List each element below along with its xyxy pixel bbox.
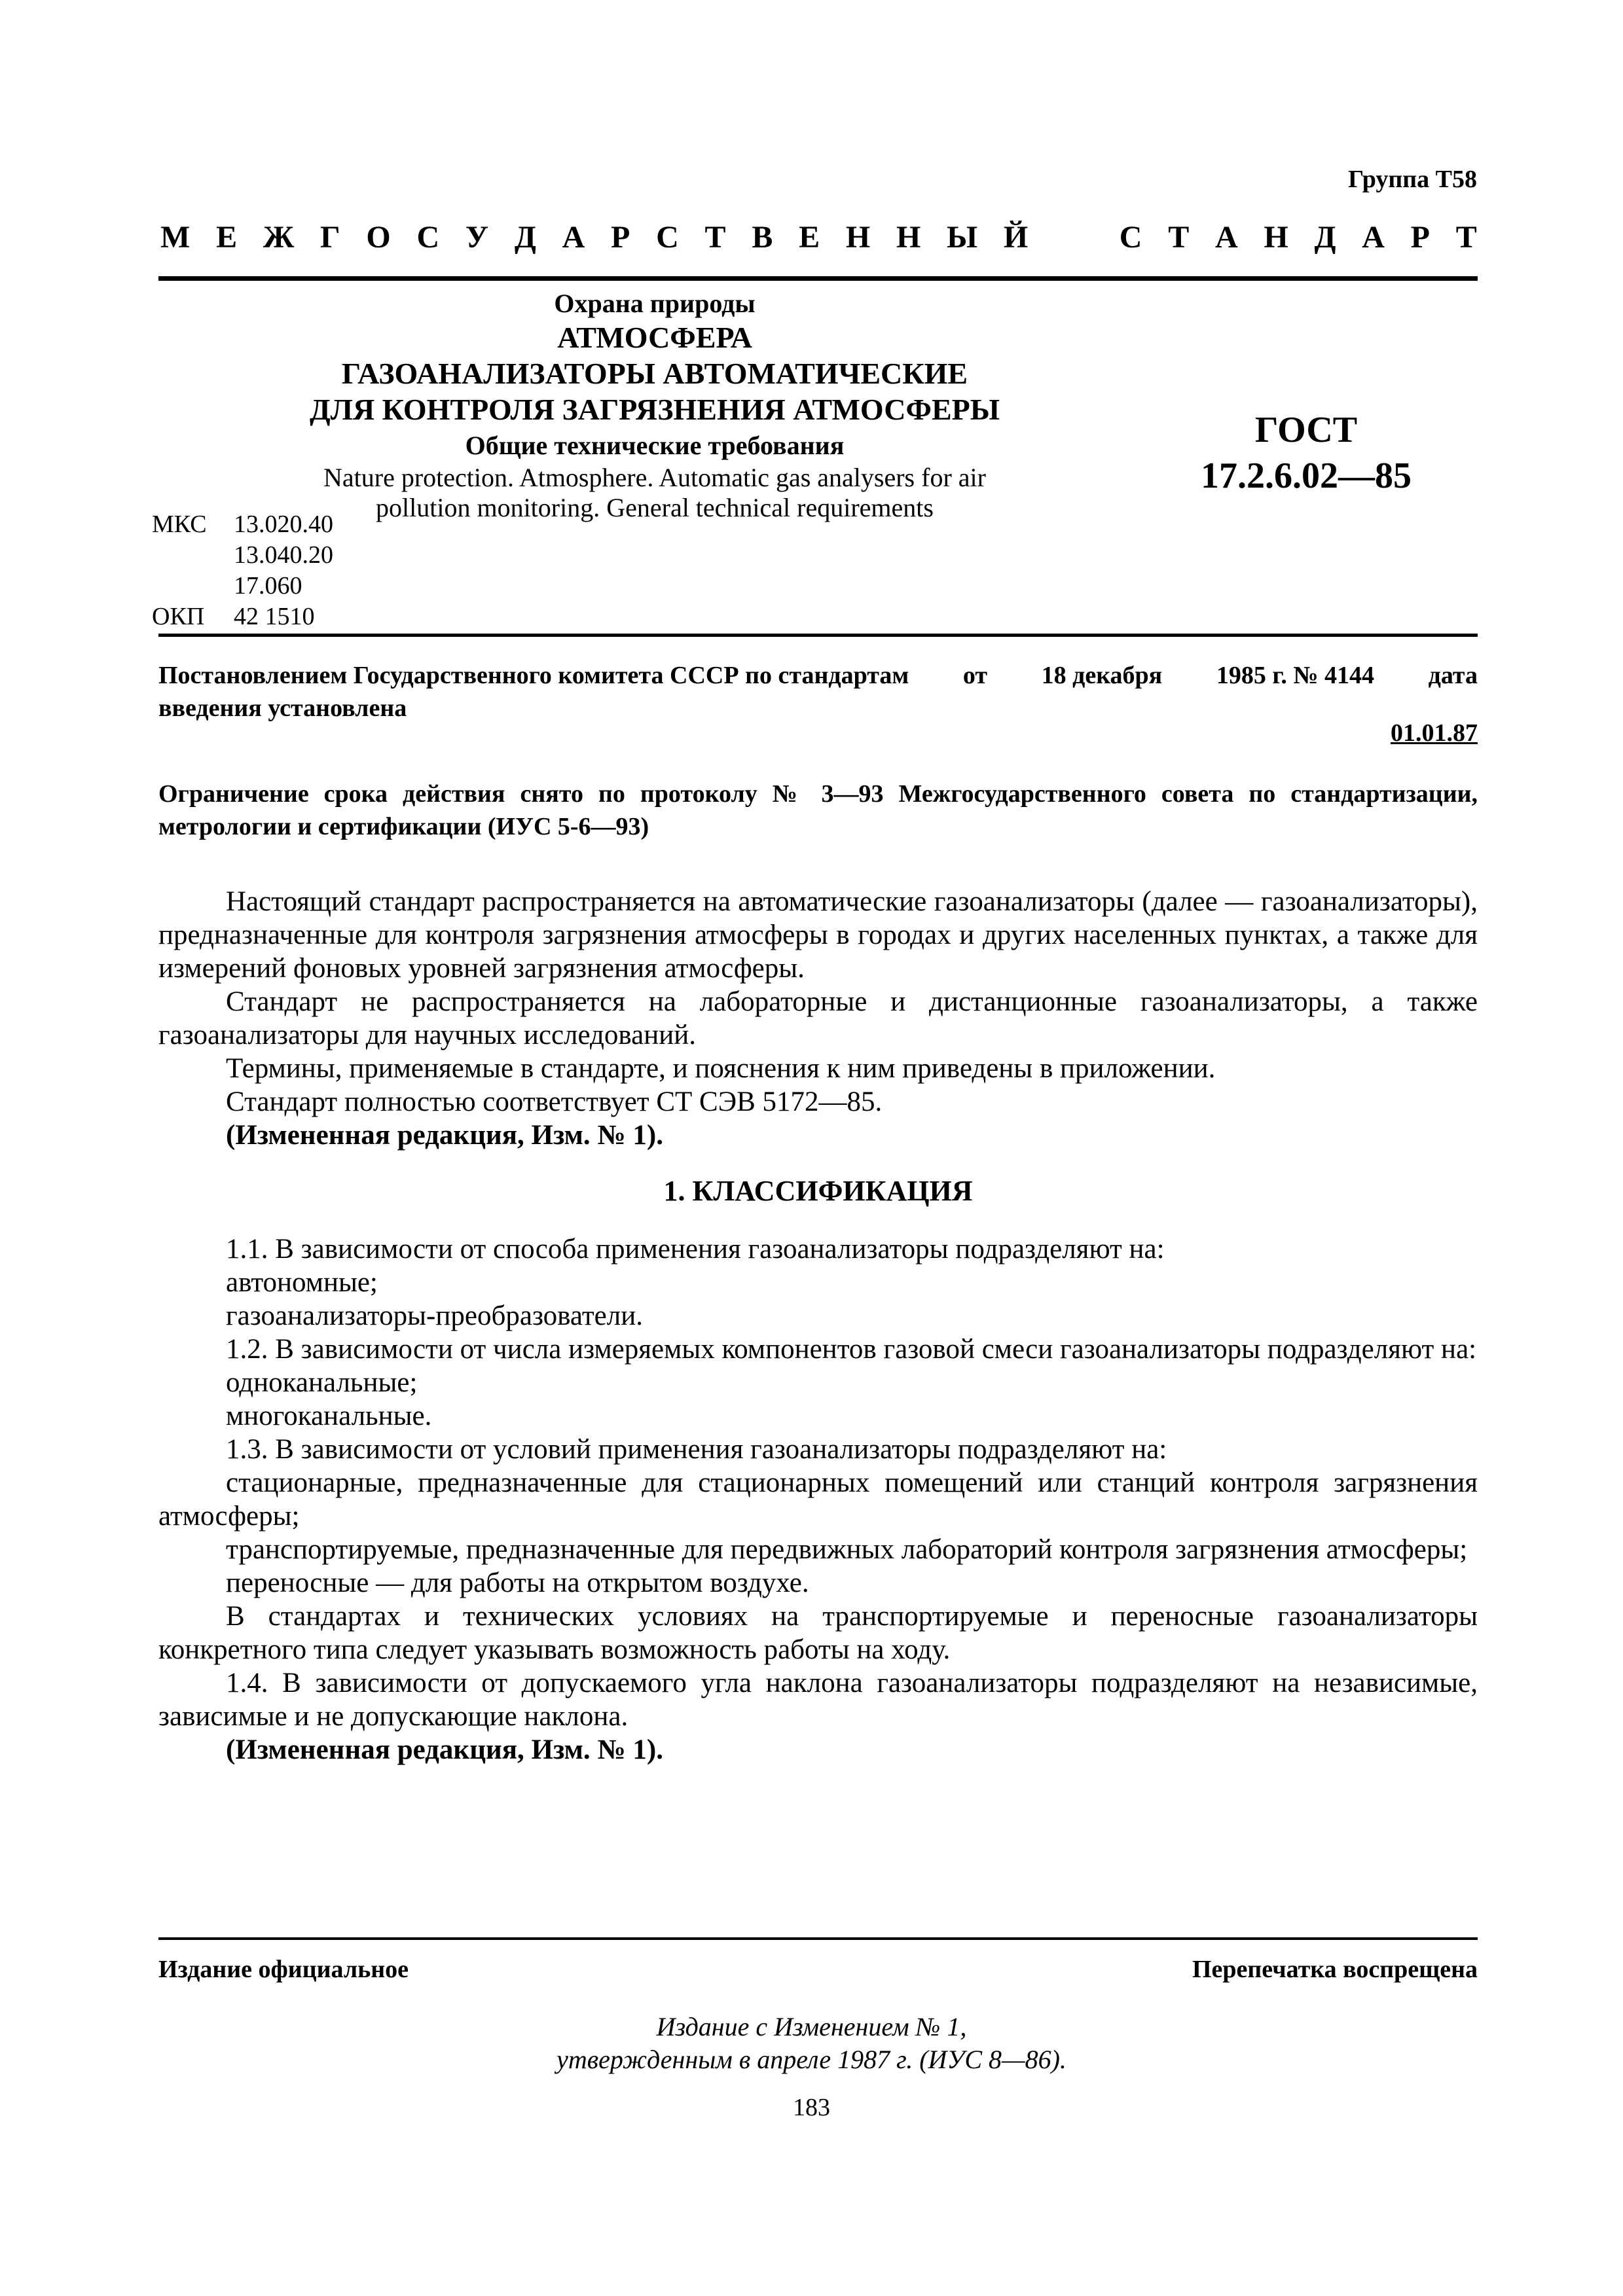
heading-gap [1054, 219, 1093, 255]
page-number: 183 [793, 2094, 830, 2121]
okp-code: 42 1510 [234, 603, 315, 630]
limitation-note: Ограничение срока действия снято по протоколу № 3—93 Межгосударственного совета по стандартизации, метрологии и сертификации (ИУС 5-6—93) [158, 780, 1478, 840]
heading-letter: Ж [263, 220, 295, 255]
title-line-4: ДЛЯ КОНТРОЛЯ ЗАГРЯЗНЕНИЯ АТМОСФЕРЫ [310, 393, 1000, 426]
intro-paragraph-1: Настоящий стандарт распространяется на автоматические газоанализаторы (далее — газоанализаторы), предназначенные для контроля загрязнения атмосферы в городах и других населенных пунктах, а также для измерений фоновых уровней загрязнения атмосферы. [158, 886, 1478, 984]
title-line-2: АТМОСФЕРА [557, 321, 752, 354]
clause-1-4: 1.4. В зависимости от допускаемого угла наклона газоанализаторы подразделяют на независимые, зависимые и не допускающие наклона. [158, 1668, 1478, 1732]
mks-code-2: 13.040.20 [234, 541, 333, 569]
clause-1-2: 1.2. В зависимости от числа измеряемых компонентов газовой смеси газоанализаторы подразделяют на: [226, 1334, 1477, 1365]
clause-item: многоканальные. [226, 1401, 432, 1431]
heading-letter: Р [1410, 220, 1430, 255]
introduction-date: 01.01.87 [1391, 719, 1478, 747]
clause-note: В стандартах и технических условиях на транспортируемые и переносные газоанализаторы конкретного типа следует указывать возможность работы на ходу. [158, 1601, 1478, 1665]
mks-code-1: 13.020.40 [234, 511, 333, 538]
heading-letter: Д [514, 220, 536, 255]
title-line-3: ГАЗОАНАЛИЗАТОРЫ АВТОМАТИЧЕСКИЕ [341, 357, 968, 390]
heading-letter: Т [704, 220, 726, 255]
amendment-note-2: (Измененная редакция, Изм. № 1). [226, 1734, 663, 1765]
intro-paragraph-4: Стандарт полностью соответствует СТ СЭВ 5172—85. [226, 1086, 883, 1117]
heading-letter: В [752, 220, 773, 255]
clause-item: стационарные, предназначенные для стационарных помещений или станций контроля загрязнения атмосферы; [158, 1467, 1478, 1532]
top-rule [158, 276, 1478, 281]
official-edition: Издание официальное [158, 1956, 409, 1983]
section-heading: 1. КЛАССИФИКАЦИЯ [663, 1175, 973, 1207]
gost-designation [1152, 407, 1460, 499]
footer-rule [158, 1937, 1478, 1940]
english-title-1: Nature protection. Atmosphere. Automatic gas analysers for air [323, 463, 986, 492]
classification-codes [152, 509, 333, 632]
heading-letter: С [416, 220, 440, 255]
decree-date: 18 декабря [1041, 662, 1163, 689]
mks-code-3: 17.060 [234, 572, 302, 600]
title-line-1: Охрана природы [554, 289, 756, 318]
clause-item: автономные; [226, 1267, 378, 1298]
interstate-standard-heading [160, 219, 1477, 255]
heading-letter: А [1214, 220, 1238, 255]
heading-letter: А [1362, 220, 1385, 255]
mks-label: МКС [152, 511, 207, 538]
decree-number: 1985 г. № 4144 [1216, 662, 1374, 689]
heading-letter: Д [1314, 220, 1336, 255]
gost-label: ГОСТ [1254, 410, 1358, 450]
title-block [262, 288, 1048, 523]
decree-text-e: дата [1428, 662, 1478, 689]
clause-item: транспортируемые, предназначенные для передвижных лабораторий контроля загрязнения атмосферы; [226, 1534, 1468, 1565]
decree-text-b: от [962, 662, 988, 689]
group-code: Группа Т58 [1347, 166, 1477, 193]
clause-item: переносные — для работы на открытом воздухе. [226, 1568, 809, 1598]
clause-1-3: 1.3. В зависимости от условий применения газоанализаторы подразделяют на: [226, 1434, 1167, 1465]
gost-number: 17.2.6.02—85 [1201, 456, 1412, 496]
heading-letter: Г [320, 220, 340, 255]
heading-letter: А [562, 220, 585, 255]
intro-paragraph-2: Стандарт не распространяется на лабораторные и дистанционные газоанализаторы, а также газоанализаторы для научных исследований. [158, 986, 1478, 1050]
edition-line-2: утвержденным в апреле 1987 г. (ИУС 8—86). [556, 2045, 1067, 2074]
heading-letter: О [366, 220, 391, 255]
main-text [158, 885, 1478, 1767]
clause-item: одноканальные; [226, 1367, 418, 1398]
heading-letter: Н [1264, 220, 1288, 255]
okp-label: ОКП [152, 603, 205, 630]
heading-letter: Ы [947, 220, 978, 255]
english-title-2: pollution monitoring. General technical requirements [376, 493, 934, 522]
heading-letter: Т [1168, 220, 1190, 255]
middle-rule [158, 634, 1478, 637]
heading-letter: М [160, 220, 191, 255]
heading-letter: Н [896, 220, 921, 255]
heading-letter: С [656, 220, 679, 255]
heading-letter: С [1119, 220, 1142, 255]
clause-1-1: 1.1. В зависимости от способа применения газоанализаторы подразделяют на: [226, 1234, 1165, 1265]
title-line-5: Общие технические требования [465, 431, 845, 460]
heading-letter: Т [1455, 220, 1477, 255]
edition-note [0, 2011, 1623, 2076]
heading-letter: Е [216, 220, 238, 255]
heading-letter: Е [799, 220, 820, 255]
amendment-note-1: (Измененная редакция, Изм. № 1). [226, 1120, 663, 1151]
reprint-prohibited: Перепечатка воспрещена [1192, 1956, 1478, 1983]
edition-line-1: Издание с Изменением № 1, [656, 2012, 967, 2041]
heading-letter: Р [611, 220, 630, 255]
heading-letter: Й [1003, 220, 1029, 255]
decree-text-a: Постановлением Государственного комитета СССР по стандартам [158, 662, 909, 689]
clause-item: газоанализаторы-преобразователи. [226, 1300, 643, 1331]
heading-letter: У [465, 220, 489, 255]
decree-line-2: введения установлена [158, 694, 407, 722]
decree-block [158, 659, 1478, 725]
intro-paragraph-3: Термины, применяемые в стандарте, и пояснения к ним приведены в приложении. [226, 1053, 1216, 1084]
heading-letter: Н [845, 220, 871, 255]
